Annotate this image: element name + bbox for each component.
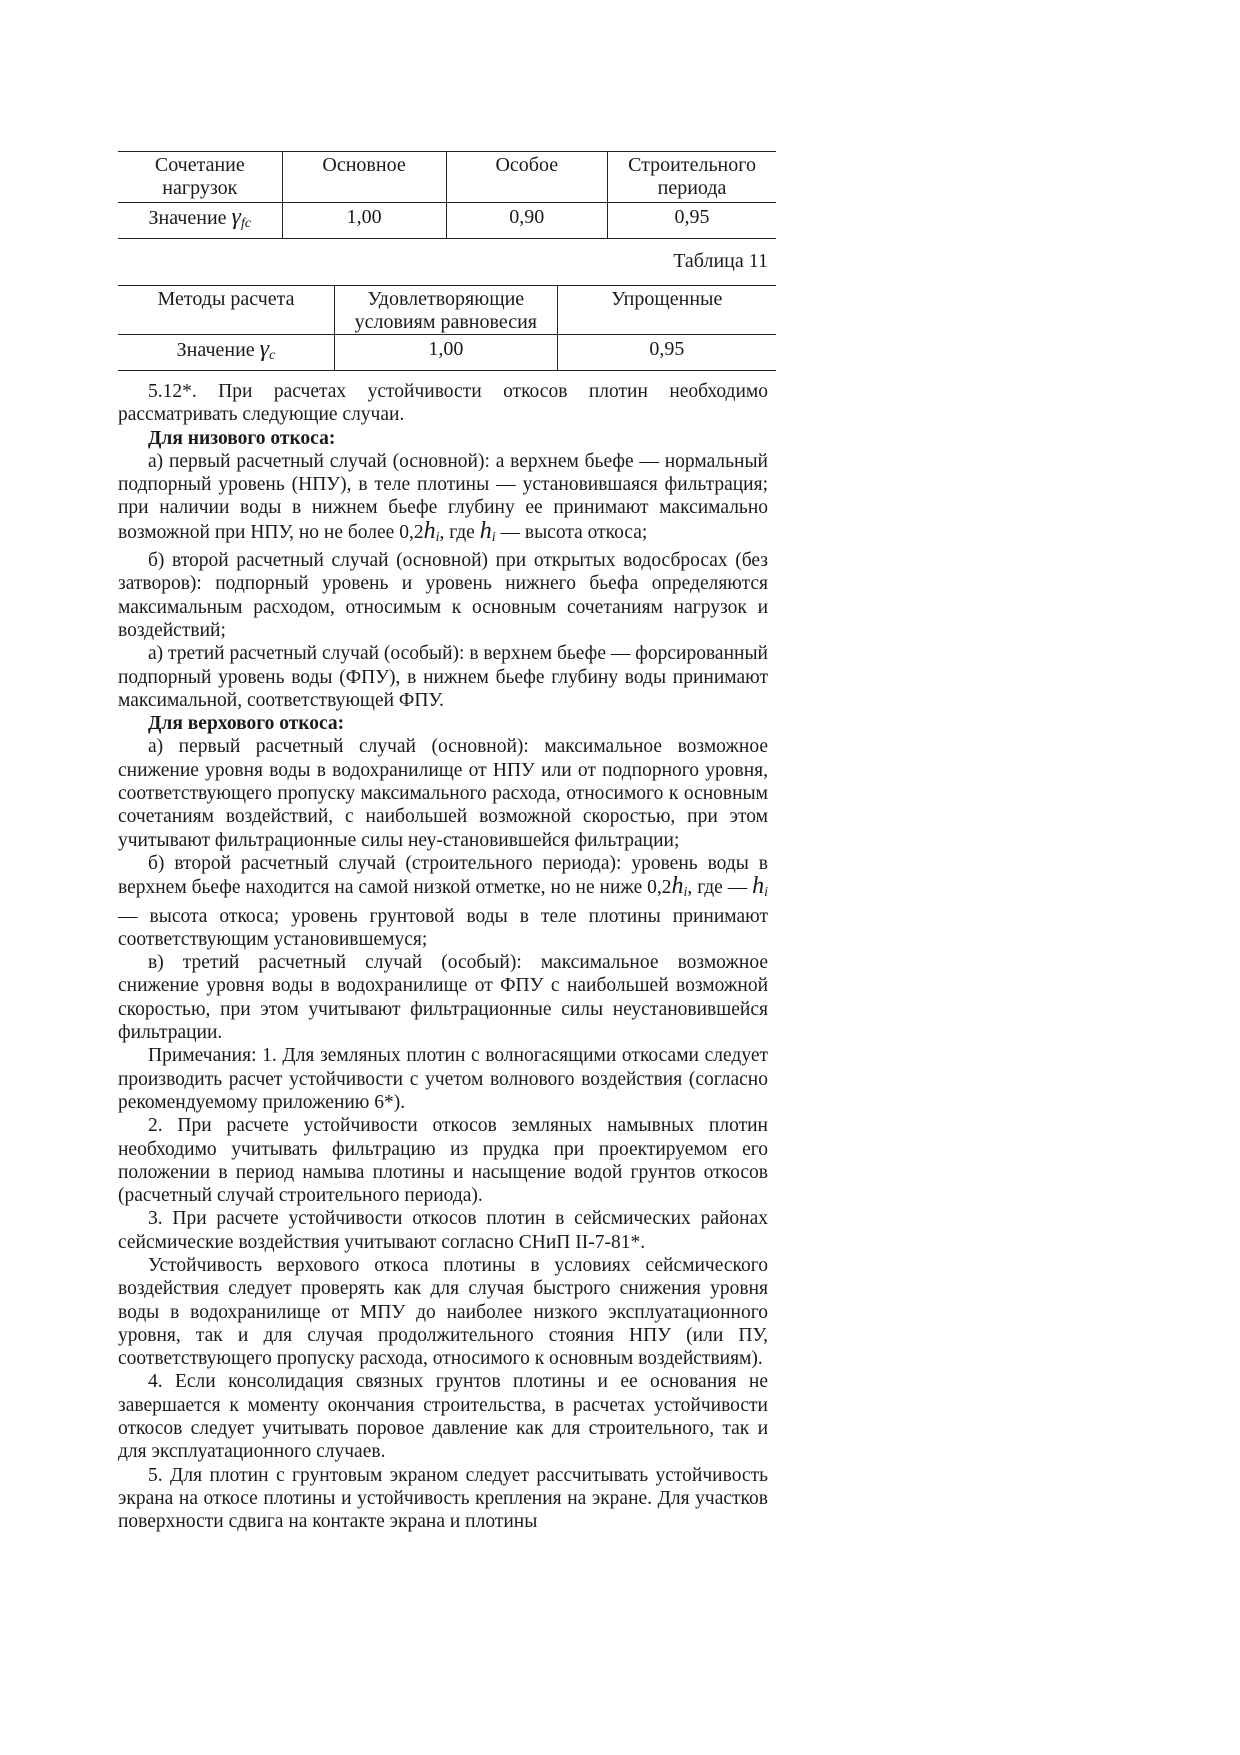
- table-header-cell: Сочетание нагрузок: [118, 152, 282, 203]
- table-row-label: [118, 335, 335, 371]
- paragraph-text: а) первый расчетный случай (основной): а верхнем бьефе — нормальный подпорный уровень (НПУ), в теле плотины — установившаяся фильтрация; при наличии воды в нижнем бьефе глубину ее принимают максимально возможной при НПУ, но не более 0,2: [118, 450, 768, 543]
- paragraph-text: , где: [439, 521, 475, 543]
- row-label-text: Значение: [148, 207, 227, 229]
- row-label-text: Значение: [176, 339, 255, 361]
- gamma-symbol: γ: [259, 336, 270, 362]
- gamma-subscript: fc: [241, 216, 252, 231]
- table-header-cell: Удовлетворяющие условиям равновесия: [335, 286, 558, 335]
- height-subscript: i: [683, 885, 688, 901]
- table-cell: 0,90: [446, 203, 608, 239]
- paragraph: б) второй расчетный случай (основной) при открытых водосбросах (без затворов): подпорный уровень и уровень нижнего бьефа определяются максимальным расходом, относимым к основным сочетаниям нагрузок и воздействий;: [118, 550, 768, 641]
- table-cell: 0,95: [608, 203, 776, 239]
- height-subscript: i: [435, 529, 440, 545]
- calculation-methods-table: [118, 285, 776, 371]
- table-cell: 1,00: [335, 335, 558, 371]
- table-header-row: [118, 152, 776, 203]
- note: 5. Для плотин с грунтовым экраном следует рассчитывать устойчивость экрана на откосе плотины и устойчивость крепления на экране. Для участков поверхности сдвига на контакте экрана и плотины: [118, 1464, 768, 1533]
- note: 3. При расчете устойчивости откосов плотин в сейсмических районах сейсмические воздействия учитывают согласно СНиП II-7-81*.: [118, 1208, 768, 1253]
- gamma-symbol: γ: [231, 204, 241, 230]
- table-row: [118, 335, 776, 371]
- gamma-subscript: c: [269, 348, 276, 363]
- paragraph: [118, 852, 768, 951]
- paragraph: в) третий расчетный случай (особый): максимальное возможное снижение уровня воды в водохранилище от ФПУ с наибольшей возможной скоростью, при этом учитывают фильтрационные силы неустановившейся фильтрации.: [118, 952, 768, 1044]
- table-header-cell: Строительного периода: [608, 152, 776, 203]
- paragraph: а) третий расчетный случай (особый): в верхнем бьефе — форсированный подпорный уровень воды (ФПУ), в нижнем бьефе глубину воды принимают максимальной, соответствующей ФПУ.: [118, 643, 768, 711]
- note: Примечания: 1. Для земляных плотин с волногасящими откосами следует производить расчет устойчивости с учетом волнового воздействия (согласно рекомендуемому приложению 6*).: [118, 1045, 768, 1113]
- height-symbol: h: [671, 873, 684, 900]
- table-row: [118, 203, 776, 239]
- table-header-cell: Упрощенные: [557, 286, 776, 335]
- height-symbol: h: [479, 517, 492, 544]
- note: Устойчивость верхового откоса плотины в условиях сейсмического воздействия следует проверять как для случая быстрого снижения уровня воды в водохранилище от МПУ до наиболее низкого эксплуатационного уровня, так и для случая продолжительного стояния НПУ (или ПУ, соответствующего пропуску расхода, относимого к основным воздействиям).: [118, 1254, 768, 1370]
- load-combination-table: [118, 151, 776, 239]
- table-cell: 1,00: [282, 203, 446, 239]
- table-cell: 0,95: [557, 335, 776, 371]
- paragraph-text: б) второй расчетный случай (строительного периода): уровень воды в верхнем бьефе находится на самой низкой отметке, но не ниже 0,2: [118, 852, 768, 899]
- table-header-cell: Методы расчета: [118, 286, 335, 335]
- section-heading: Для низового откоса:: [148, 427, 336, 449]
- height-subscript: i: [491, 529, 496, 545]
- paragraph-text: — высота откоса; уровень грунтовой воды в теле плотины принимают соответствующим установившемуся;: [118, 905, 768, 950]
- paragraph: 5.12*. При расчетах устойчивости откосов плотин необходимо рассматривать следующие случаи.: [118, 381, 768, 426]
- height-subscript: i: [764, 885, 768, 901]
- paragraph-text: — высота откоса;: [495, 521, 648, 543]
- table-caption: Таблица 11: [673, 250, 768, 272]
- paragraph-text: , где —: [687, 877, 748, 899]
- note: 2. При расчете устойчивости откосов земляных намывных плотин необходимо учитывать фильтрацию из прудка при проектируемом его положении в период намыва плотины и насыщение водой грунтов откосов (расчетный случай строительного периода).: [118, 1115, 768, 1207]
- section-heading: Для верхового откоса:: [148, 713, 345, 735]
- table-header-row: [118, 286, 776, 335]
- table-header-cell: Основное: [282, 152, 446, 203]
- table-row-label: [118, 203, 282, 239]
- note: 4. Если консолидация связных грунтов плотины и ее основания не завершается к моменту окончания строительства, в расчетах устойчивости откосов следует учитывать поровое давление как для строительного, так и для эксплуатационного случаев.: [118, 1371, 768, 1463]
- table-header-cell: Особое: [446, 152, 608, 203]
- height-symbol: h: [423, 517, 436, 544]
- document-body: [118, 380, 768, 1534]
- height-symbol: h: [752, 873, 765, 900]
- paragraph: а) первый расчетный случай (основной): максимальное возможное снижение уровня воды в водохранилище от НПУ или от подпорного уровня, соответствующего пропуску максимального расхода, относимого к основным сочетаниям воздействий, с наибольшей возможной скоростью, при этом учитывают фильтрационные силы неу-становившейся фильтрации;: [118, 736, 768, 851]
- paragraph: [118, 450, 768, 549]
